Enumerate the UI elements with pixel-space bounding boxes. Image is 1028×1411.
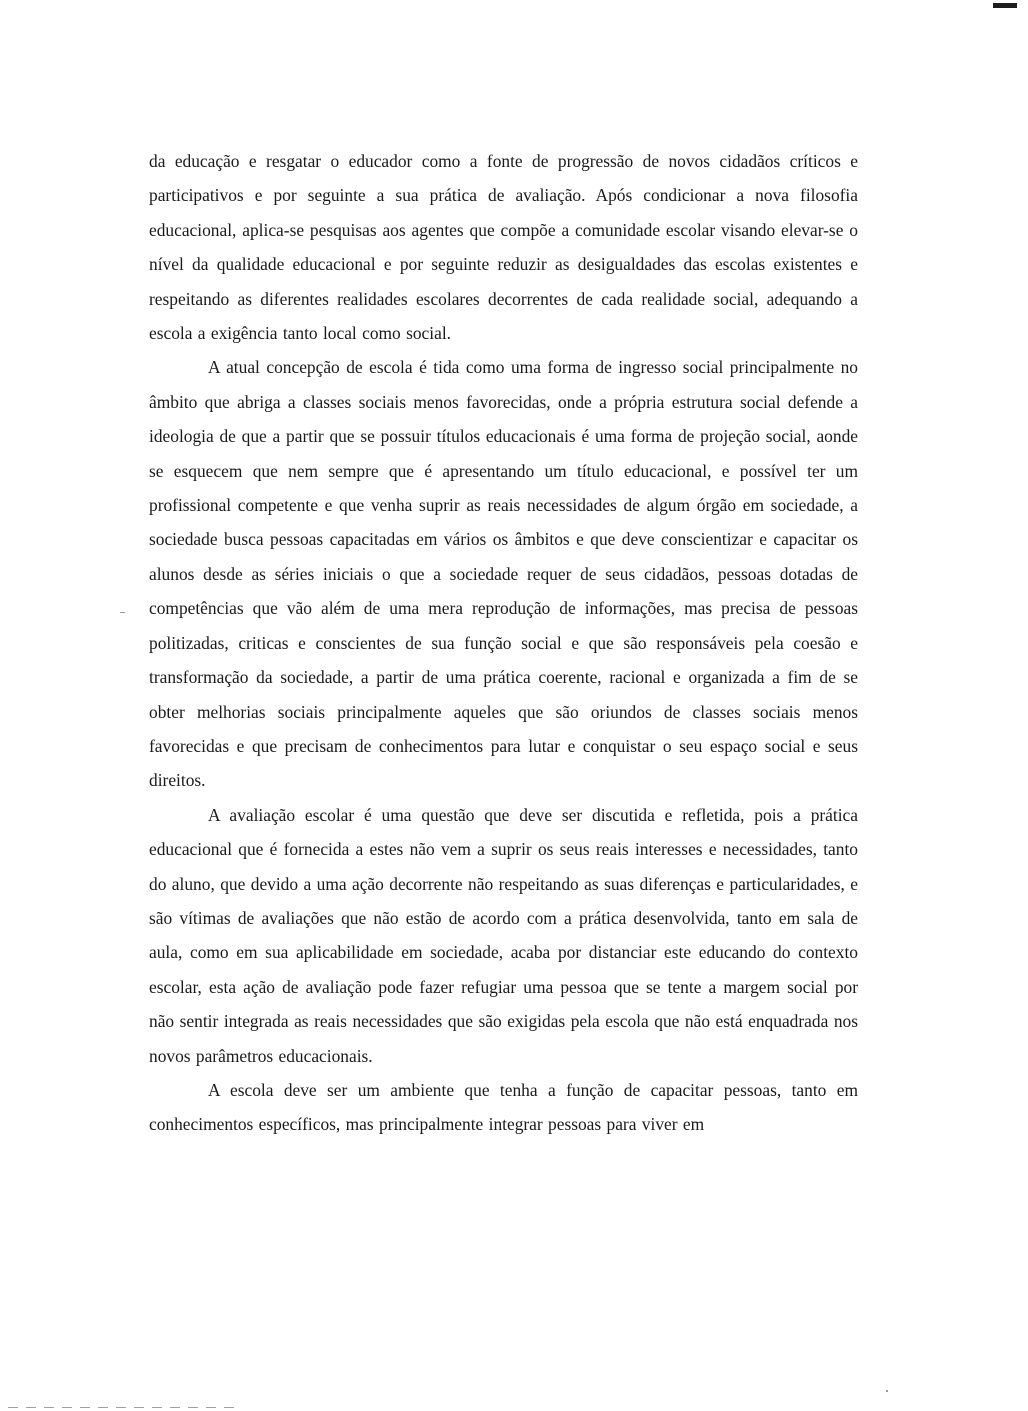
scan-speck <box>120 612 125 613</box>
paragraph-school-evaluation: A avaliação escolar é uma questão que deve ser discutida e refletida, pois a prática educacional que é fornecida a estes não vem a suprir os seus reais interesses e necessidades, tanto do aluno, que devido a uma ação decorrente não respeitando as suas diferenças e particularidades, e são vítimas de avaliações que não estão de acordo com a prática desenvolvida, tanto em sala de aula, como em sua aplicabilidade em sociedade, acaba por distanciar este educando do contexto escolar, esta ação de avaliação pode fazer refugiar uma pessoa que se tente a margem social por não sentir integrada as reais necessidades que são exigidas pela escola que não está enquadrada nos novos parâmetros educacionais. <box>149 804 858 1066</box>
scan-corner-mark <box>993 3 1017 8</box>
paragraph-school-conception: A atual concepção de escola é tida como uma forma de ingresso social principalmente no âmbito que abriga a classes sociais menos favorecidas, onde a própria estrutura social defende a ideologia de que a partir que se possuir títulos educacionais é uma forma de projeção social, aonde se esquecem que nem sempre que é apresentando um título educacional, e possível ter um profissional competente e que venha suprir as reais necessidades de algum órgão em sociedade, a sociedade busca pessoas capacitadas em vários os âmbitos e que deve conscientizar e capacitar os alunos desde as séries iniciais o que a sociedade requer de seus cidadãos, pessoas dotadas de competências que vão além de uma mera reprodução de informações, mas precisa de pessoas politizadas, criticas e conscientes de sua função social e que são responsáveis pela coesão e transformação da sociedade, a partir de uma prática coerente, racional e organizada a fim de se obter melhorias sociais principalmente aqueles que são oriundos de classes sociais menos favorecidas e que precisam de conhecimentos para lutar e conquistar o seu espaço social e seus direitos. <box>149 357 858 791</box>
scan-speck <box>886 1390 888 1392</box>
paragraph-continuation: da educação e resgatar o educador como a fonte de progressão de novos cidadãos críticos e participativos e por seguinte a sua prática de avaliação. Após condicionar a nova filosofia educacional, aplica-se pesquisas aos agentes que compõe a comunidade escolar visando elevar-se o nível da qualidade educacional e por seguinte reduzir as desigualdades das escolas existentes e respeitando as diferentes realidades escolares decorrentes de cada realidade social, adequando a escola a exigência tanto local como social. <box>149 151 858 344</box>
paragraph-school-environment: A escola deve ser um ambiente que tenha a função de capacitar pessoas, tanto em conhecimentos específicos, mas principalmente integrar pessoas para viver em <box>149 1079 858 1135</box>
scan-bottom-artifact <box>8 1407 238 1408</box>
document-body <box>149 144 858 1142</box>
